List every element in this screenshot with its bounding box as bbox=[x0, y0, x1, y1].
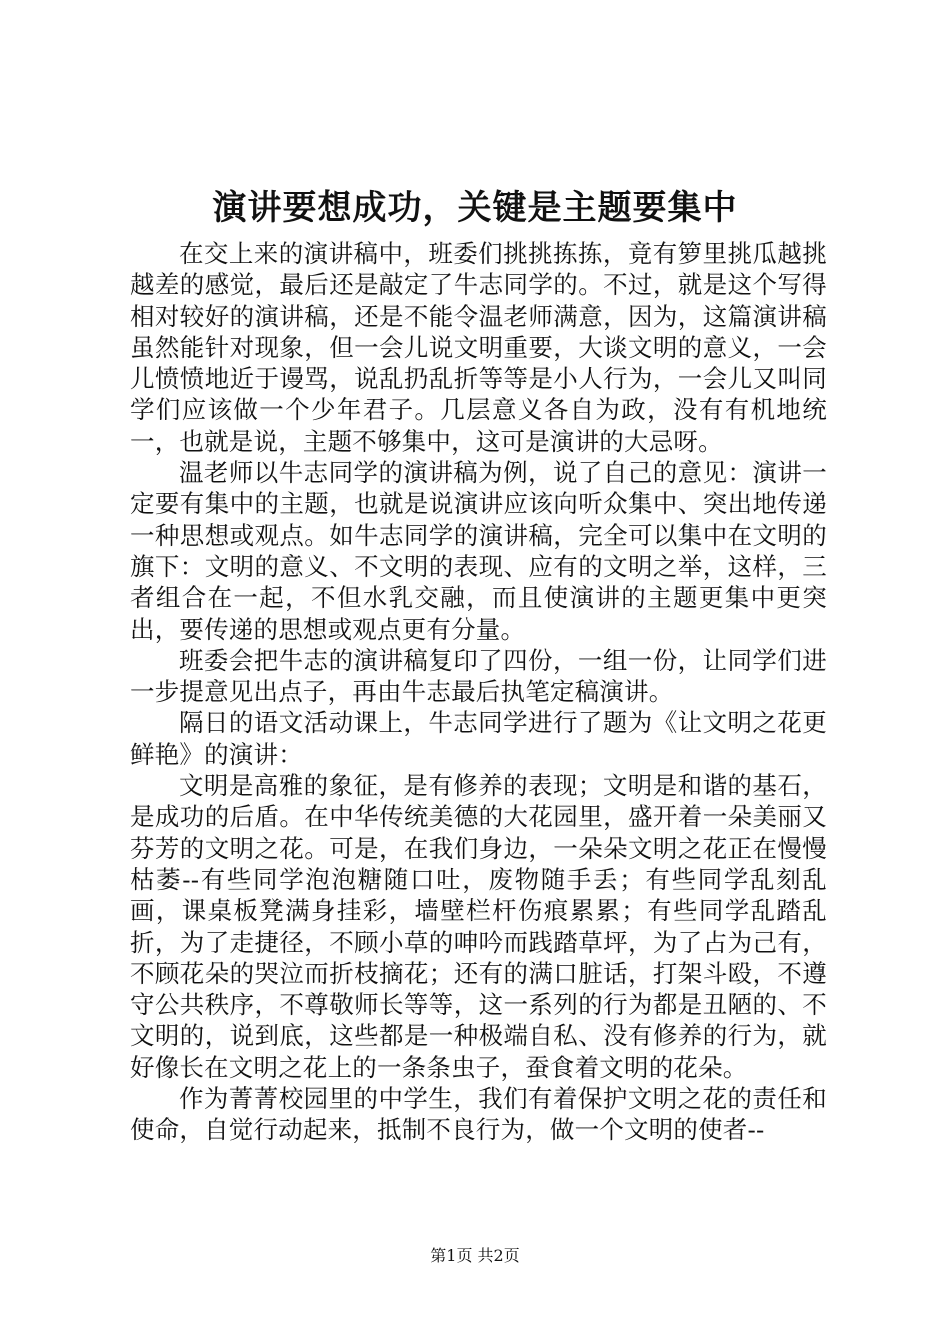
paragraph-3: 班委会把牛志的演讲稿复印了四份，一组一份，让同学们进一步提意见出点子，再由牛志最后执笔定稿演讲。 bbox=[130, 645, 827, 707]
paragraph-4: 隔日的语文活动课上，牛志同学进行了题为《让文明之花更鲜艳》的演讲： bbox=[130, 708, 827, 769]
paragraph-5: 文明是高雅的象征，是有修养的表现；文明是和谐的基石，是成功的后盾。在中华传统美德的大花园里，盛开着一朵美丽又芬芳的文明之花。可是，在我们身边，一朵朵文明之花正在慢慢枯萎--有些同学泡泡糖随口吐，废物随手丢；有些同学乱刻乱画，课桌板凳满身挂彩，墙壁栏杆伤痕累累；有些同学乱踏乱折，为了走捷径，不顾小草的呻吟而践踏草坪，为了占为己有，不顾花朵的哭泣而折枝摘花；还有的满口脏话，打架斗殴，不遵守公共秩序，不尊敬师长等等，这一系列的行为都是丑陋的、不文明的，说到底，这些都是一种极端自私、没有修养的行为，就好像长在文明之花上的一条条虫子，蚕食着文明的花朵。 bbox=[130, 771, 827, 1082]
page-footer: 第1页 共2页 bbox=[430, 1246, 520, 1265]
paragraph-1: 在交上来的演讲稿中，班委们挑挑拣拣，竟有箩里挑瓜越挑越差的感觉，最后还是敲定了牛志同学的。不过，就是这个写得相对较好的演讲稿，还是不能令温老师满意，因为，这篇演讲稿虽然能针对现象，但一会儿说文明重要，大谈文明的意义，一会儿愤愤地近于谩骂，说乱扔乱折等等是小人行为，一会儿又叫同学们应该做一个少年君子。几层意义各自为政，没有有机地统一，也就是说，主题不够集中，这可是演讲的大忌呀。 bbox=[130, 239, 827, 456]
document-title: 演讲要想成功，关键是主题要集中 bbox=[212, 188, 738, 228]
paragraph-2: 温老师以牛志同学的演讲稿为例，说了自己的意见：演讲一定要有集中的主题，也就是说演讲应该向听众集中、突出地传递一种思想或观点。如牛志同学的演讲稿，完全可以集中在文明的旗下：文明的意义、不文明的表现、应有的文明之举，这样，三者组合在一起，不但水乳交融，而且使演讲的主题更集中更突出，要传递的思想或观点更有分量。 bbox=[130, 458, 827, 644]
document-body bbox=[130, 238, 827, 1146]
paragraph-6: 作为菁菁校园里的中学生，我们有着保护文明之花的责任和使命，自觉行动起来，抵制不良行为，做一个文明的使者-- bbox=[130, 1084, 827, 1145]
